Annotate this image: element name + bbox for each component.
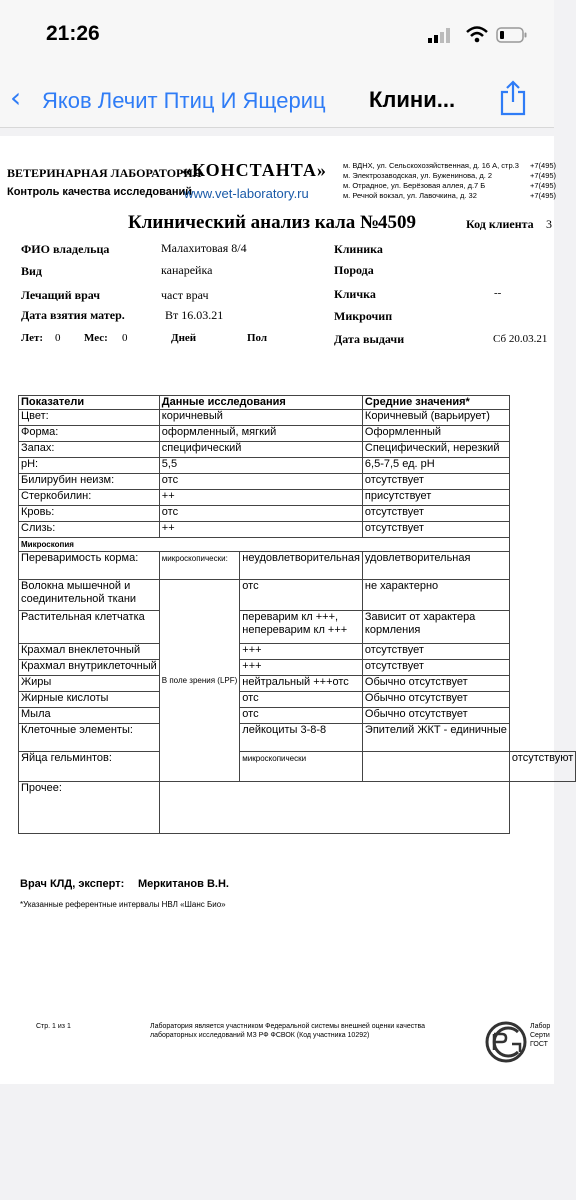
row-method: микроскопически bbox=[240, 752, 363, 782]
row-value: оформленный, мягкий bbox=[159, 426, 362, 442]
page-number: Стр. 1 из 1 bbox=[36, 1023, 71, 1030]
owner-value: Малахитовая 8/4 bbox=[161, 241, 247, 255]
certification-logo-icon bbox=[484, 1020, 528, 1064]
row-method: микроскопически: bbox=[159, 552, 240, 580]
row-norm: Обычно отсутствует bbox=[362, 708, 509, 724]
microscopy-header-row bbox=[19, 538, 576, 552]
issue-date-value: Сб 20.03.21 bbox=[493, 333, 548, 345]
phone-3: +7(495) bbox=[530, 181, 557, 190]
row-value bbox=[159, 782, 509, 834]
row-label: Цвет: bbox=[19, 410, 160, 426]
lpf-cell: В поле зрения (LPF) bbox=[159, 580, 240, 782]
years-label: Лет: bbox=[21, 332, 44, 344]
row-norm: отсутствует bbox=[362, 660, 509, 676]
row-value: неудовлетворительная bbox=[240, 552, 363, 580]
row-label: Слизь: bbox=[19, 522, 160, 538]
row-label: Клеточные элементы: bbox=[19, 724, 160, 752]
address-1: м. ВДНХ, ул. Сельскохозяйственная, д. 16 А, стр.3 bbox=[343, 161, 519, 170]
client-code-value: 3 bbox=[546, 217, 552, 231]
cert-line2: Серти bbox=[530, 1032, 550, 1039]
row-value: специфический bbox=[159, 442, 362, 458]
row-norm: отсутствует bbox=[362, 506, 509, 522]
row-norm: Зависит от характера кормления bbox=[362, 611, 509, 644]
vet-value: част врач bbox=[161, 288, 209, 302]
navigation-bar bbox=[0, 72, 554, 128]
table-row bbox=[19, 490, 576, 506]
table-row bbox=[19, 580, 576, 611]
row-value: нейтральный +++отс bbox=[240, 676, 363, 692]
table-row bbox=[19, 426, 576, 442]
table-row bbox=[19, 644, 576, 660]
row-norm: Специфический, нерезкий bbox=[362, 442, 509, 458]
table-row bbox=[19, 724, 576, 752]
row-value: лейкоциты 3-8-8 bbox=[240, 724, 363, 752]
issue-date-label: Дата выдачи bbox=[334, 332, 405, 346]
owner-label: ФИО владельца bbox=[21, 242, 110, 256]
row-value: отс bbox=[240, 580, 363, 611]
results-table bbox=[18, 395, 576, 834]
address-4: м. Речной вокзал, ул. Лавочкина, д. 32 bbox=[343, 191, 477, 200]
analysis-title: Клинический анализ кала № bbox=[128, 212, 380, 233]
row-label: Прочее: bbox=[19, 782, 160, 834]
analysis-number: 4509 bbox=[378, 212, 416, 233]
row-value: +++ bbox=[240, 644, 363, 660]
table-row bbox=[19, 410, 576, 426]
row-value: отс bbox=[240, 692, 363, 708]
document-title: Клини... bbox=[369, 87, 456, 112]
row-norm: удовлетворительная bbox=[362, 552, 509, 580]
row-value: ++ bbox=[159, 522, 362, 538]
row-norm: отсутствуют bbox=[509, 752, 575, 782]
lab-name: «КОНСТАНТА» bbox=[182, 160, 327, 180]
sex-label: Пол bbox=[247, 332, 268, 344]
row-label: Жиры bbox=[19, 676, 160, 692]
row-norm: Эпителий ЖКТ - единичные bbox=[362, 724, 509, 752]
row-value: коричневый bbox=[159, 410, 362, 426]
footnote: *Указанные референтные интервалы НВЛ «Шанс Био» bbox=[20, 900, 226, 909]
table-row bbox=[19, 782, 576, 834]
date-taken-label: Дата взятия матер. bbox=[21, 308, 125, 322]
row-label: Запах: bbox=[19, 442, 160, 458]
lab-line2: Контроль качества исследований bbox=[7, 186, 193, 198]
row-label: Переваримость корма: bbox=[19, 552, 160, 580]
years-value: 0 bbox=[55, 332, 61, 344]
breed-label: Порода bbox=[334, 263, 374, 277]
table-row bbox=[19, 708, 576, 724]
row-value: ++ bbox=[159, 490, 362, 506]
vet-label: Лечащий врач bbox=[21, 288, 101, 302]
row-label: Растительная клетчатка bbox=[19, 611, 160, 644]
row-norm: присутствует bbox=[362, 490, 509, 506]
client-code-label: Код клиента bbox=[466, 217, 534, 231]
row-value: переварим кл +++, непереварим кл +++ bbox=[240, 611, 363, 644]
doctor-name: Меркитанов В.Н. bbox=[138, 878, 229, 890]
date-taken-value: Вт 16.03.21 bbox=[165, 308, 224, 322]
row-label: pH: bbox=[19, 458, 160, 474]
cert-line1: Лабор bbox=[530, 1023, 551, 1030]
table-row bbox=[19, 442, 576, 458]
cert-line3: ГОСТ bbox=[530, 1041, 548, 1048]
species-value: канарейка bbox=[161, 263, 213, 277]
row-label: Яйца гельминтов: bbox=[19, 752, 160, 782]
row-label: Жирные кислоты bbox=[19, 692, 160, 708]
days-label: Дней bbox=[171, 332, 197, 344]
table-row bbox=[19, 611, 576, 644]
row-norm: Оформленный bbox=[362, 426, 509, 442]
row-label: Билирубин неизм: bbox=[19, 474, 160, 490]
table-row bbox=[19, 552, 576, 580]
row-norm: 6,5-7,5 ед. pH bbox=[362, 458, 509, 474]
table-row bbox=[19, 522, 576, 538]
address-3: м. Отрадное, ул. Берёзовая аллея, д.7 Б bbox=[343, 181, 486, 190]
row-norm: отсутствует bbox=[362, 644, 509, 660]
row-norm: отсутствует bbox=[362, 474, 509, 490]
table-header-row bbox=[19, 396, 576, 410]
address-2: м. Электрозаводская, ул. Буженинова, д. 2 bbox=[343, 171, 493, 180]
lab-line1: ВЕТЕРИНАРНАЯ ЛАБОРАТОРИЯ bbox=[7, 166, 202, 180]
table-row bbox=[19, 458, 576, 474]
cellular-signal-icon bbox=[428, 28, 454, 43]
nickname-label: Кличка bbox=[334, 287, 376, 301]
row-value: 5,5 bbox=[159, 458, 362, 474]
share-icon[interactable] bbox=[498, 78, 528, 118]
back-button[interactable]: Яков Лечит Птиц И Ящериц bbox=[42, 88, 326, 113]
row-value bbox=[362, 752, 509, 782]
clinic-label: Клиника bbox=[334, 242, 383, 256]
status-time: 21:26 bbox=[46, 22, 100, 45]
phone-2: +7(495) bbox=[530, 171, 557, 180]
row-label: Кровь: bbox=[19, 506, 160, 522]
row-label: Крахмал внутриклеточный bbox=[19, 660, 160, 676]
row-label: Крахмал внеклеточный bbox=[19, 644, 160, 660]
table-row bbox=[19, 660, 576, 676]
pdf-document[interactable] bbox=[0, 136, 574, 1084]
phone-4: +7(495) bbox=[530, 191, 557, 200]
nickname-value: -- bbox=[494, 287, 502, 299]
row-norm: не характерно bbox=[362, 580, 509, 611]
wifi-icon bbox=[466, 26, 488, 43]
table-row bbox=[19, 474, 576, 490]
row-norm: отсутствует bbox=[362, 522, 509, 538]
table-row bbox=[19, 692, 576, 708]
back-chevron-icon[interactable]: ‹ bbox=[10, 81, 22, 114]
status-bar bbox=[0, 0, 554, 72]
row-label: Волокна мышечной и соединительной ткани bbox=[19, 580, 160, 611]
footer-line2: лабораторных исследований МЗ РФ ФСВОК (Код участника 10292) bbox=[150, 1032, 370, 1039]
phone-1: +7(495) bbox=[530, 161, 557, 170]
table-row bbox=[19, 752, 576, 782]
header-data: Данные исследования bbox=[159, 396, 362, 410]
row-value: +++ bbox=[240, 660, 363, 676]
row-norm: Обычно отсутствует bbox=[362, 676, 509, 692]
months-label: Мес: bbox=[84, 332, 108, 344]
table-row bbox=[19, 506, 576, 522]
row-norm: Коричневый (варьирует) bbox=[362, 410, 509, 426]
row-label: Стеркобилин: bbox=[19, 490, 160, 506]
table-row bbox=[19, 676, 576, 692]
footer-line1: Лаборатория является участником Федеральной системы внешней оценки качества bbox=[150, 1023, 425, 1030]
doctor-label: Врач КЛД, эксперт: bbox=[20, 878, 125, 890]
row-label: Мыла bbox=[19, 708, 160, 724]
header-norm: Средние значения* bbox=[362, 396, 509, 410]
row-value: отс bbox=[159, 474, 362, 490]
row-label: Форма: bbox=[19, 426, 160, 442]
header-indicator: Показатели bbox=[19, 396, 160, 410]
chip-label: Микрочип bbox=[334, 309, 393, 323]
microscopy-header: Микроскопия bbox=[19, 538, 510, 552]
row-norm: Обычно отсутствует bbox=[362, 692, 509, 708]
row-value: отс bbox=[159, 506, 362, 522]
species-label: Вид bbox=[21, 264, 42, 278]
months-value: 0 bbox=[122, 332, 128, 344]
website-link[interactable]: www.vet-laboratory.ru bbox=[184, 186, 309, 201]
row-value: отс bbox=[240, 708, 363, 724]
battery-icon bbox=[496, 27, 528, 43]
